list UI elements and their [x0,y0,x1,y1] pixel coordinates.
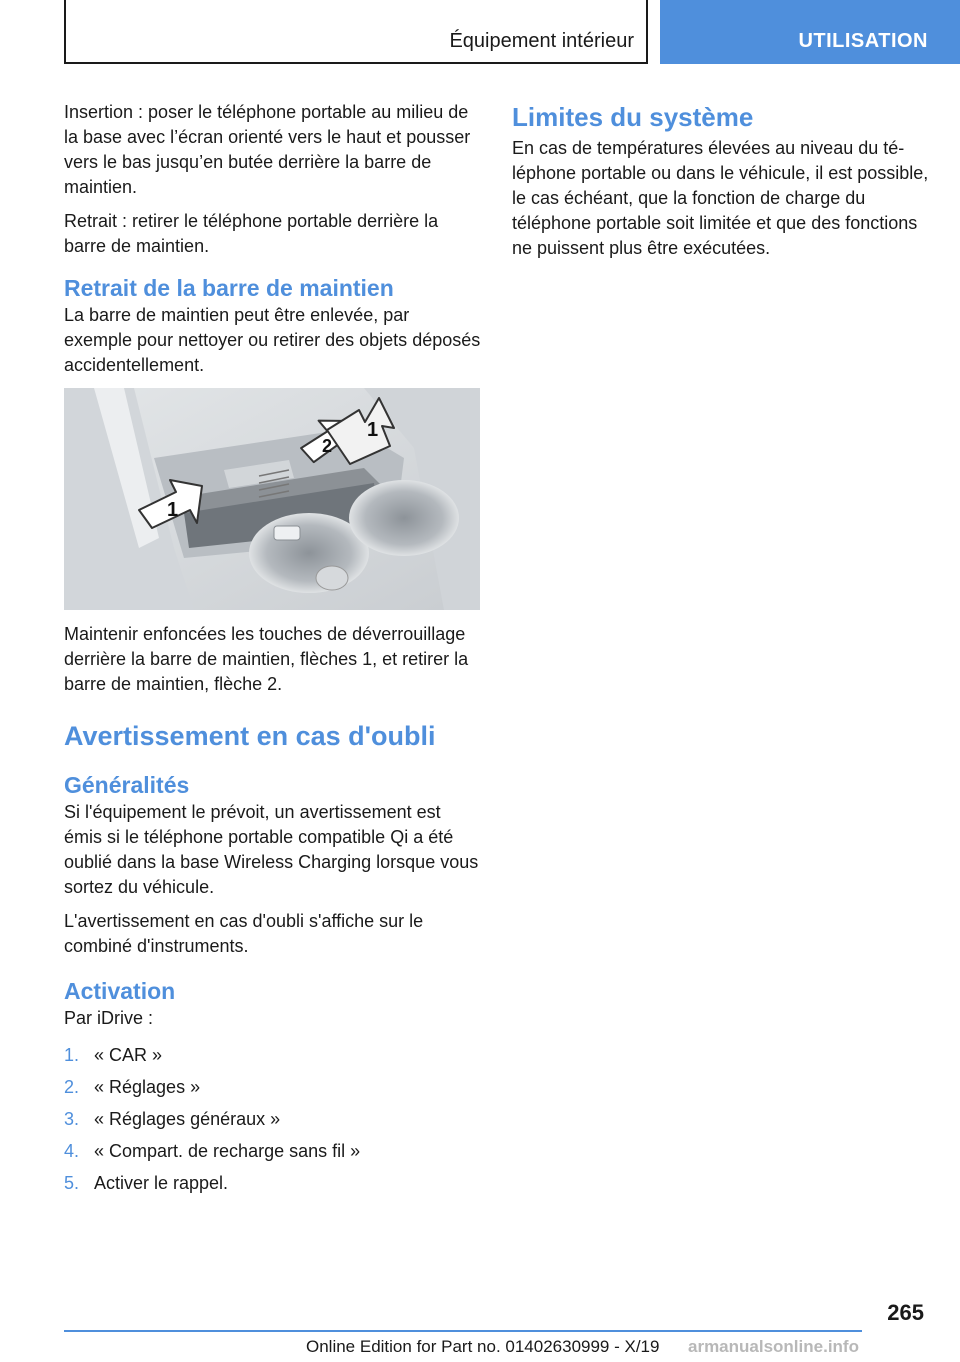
retrait-barre-paragraph: La barre de maintien peut être enlevée, par exemple pour nettoyer ou retirer des objets déposés accidentellement. [64,305,481,375]
step-text: Activer le rappel. [94,1173,229,1193]
step-text: « Réglages » [94,1077,201,1097]
heading-generalites: Généralités [64,772,190,798]
idrive-paragraph: Par iDrive : [64,1008,154,1028]
retrait-paragraph: Retrait : retirer le téléphone portable derrière la barre de maintien. [64,211,439,256]
list-item [64,1107,482,1132]
header-section-box [64,0,648,64]
list-item [64,1139,482,1164]
arrow-label-1-right: 1 [367,419,379,441]
footer-edition-text: Online Edition for Part no. 01402630999 - X/19 [306,1337,660,1356]
figure-caption: Maintenir enfoncées les touches de déverrouillage derrière la barre de maintien, flèches 1, et retirer la barre de maintien, flèche 2. [64,624,469,694]
header-tab-label: UTILISATION [798,30,928,52]
left-column [64,100,482,1203]
step-text: « Réglages généraux » [94,1109,281,1129]
page-number: 265 [887,1300,924,1325]
limites-paragraph: En cas de températures élevées au niveau du téléphone portable ou dans le véhicule, il est possible, le cas échéant, que la fonction de charge du téléphone portable soit limitée et que des fonctions ne puissent plus être exécutées. [512,138,929,258]
footer-divider [64,1330,862,1332]
step-number: 5. [64,1173,80,1193]
illustration-svg [64,388,480,610]
list-item [64,1171,482,1196]
heading-retrait-barre: Retrait de la barre de maintien [64,275,394,301]
heading-limites-systeme: Limites du système [512,102,754,132]
illustration-holding-bar [64,388,480,610]
step-number: 3. [64,1109,80,1129]
step-text: « Compart. de recharge sans fil » [94,1141,361,1161]
step-text: « CAR » [94,1045,163,1065]
header-tab [660,0,960,64]
list-item [64,1043,482,1068]
arrow-label-2: 2 [322,436,333,456]
arrow-label-1-left: 1 [167,499,179,521]
header-section-title: Équipement intérieur [449,30,634,52]
insertion-paragraph: Insertion : poser le téléphone portable au milieu de la base avec l’écran orienté vers le haut et pousser vers le bas jusqu’en butée derrière la barre de maintien. [64,102,471,197]
heading-activation: Activation [64,978,176,1004]
activation-steps-list [64,1043,482,1196]
watermark: armanualsonline.info [688,1337,859,1356]
heading-avertissement-oubli: Avertissement en cas d'oubli [64,721,436,751]
generalites-paragraph: Si l'équipement le prévoit, un avertissement est émis si le téléphone portable compatible Qi a été oublié dans la base Wireless Charging lorsque vous sortez du véhicule. [64,802,479,897]
affichage-paragraph: L'avertissement en cas d'oubli s'affiche sur le combiné d'instruments. [64,911,424,956]
step-number: 1. [64,1045,80,1065]
step-number: 4. [64,1141,80,1161]
step-number: 2. [64,1077,80,1097]
list-item [64,1075,482,1100]
right-column [512,100,930,270]
